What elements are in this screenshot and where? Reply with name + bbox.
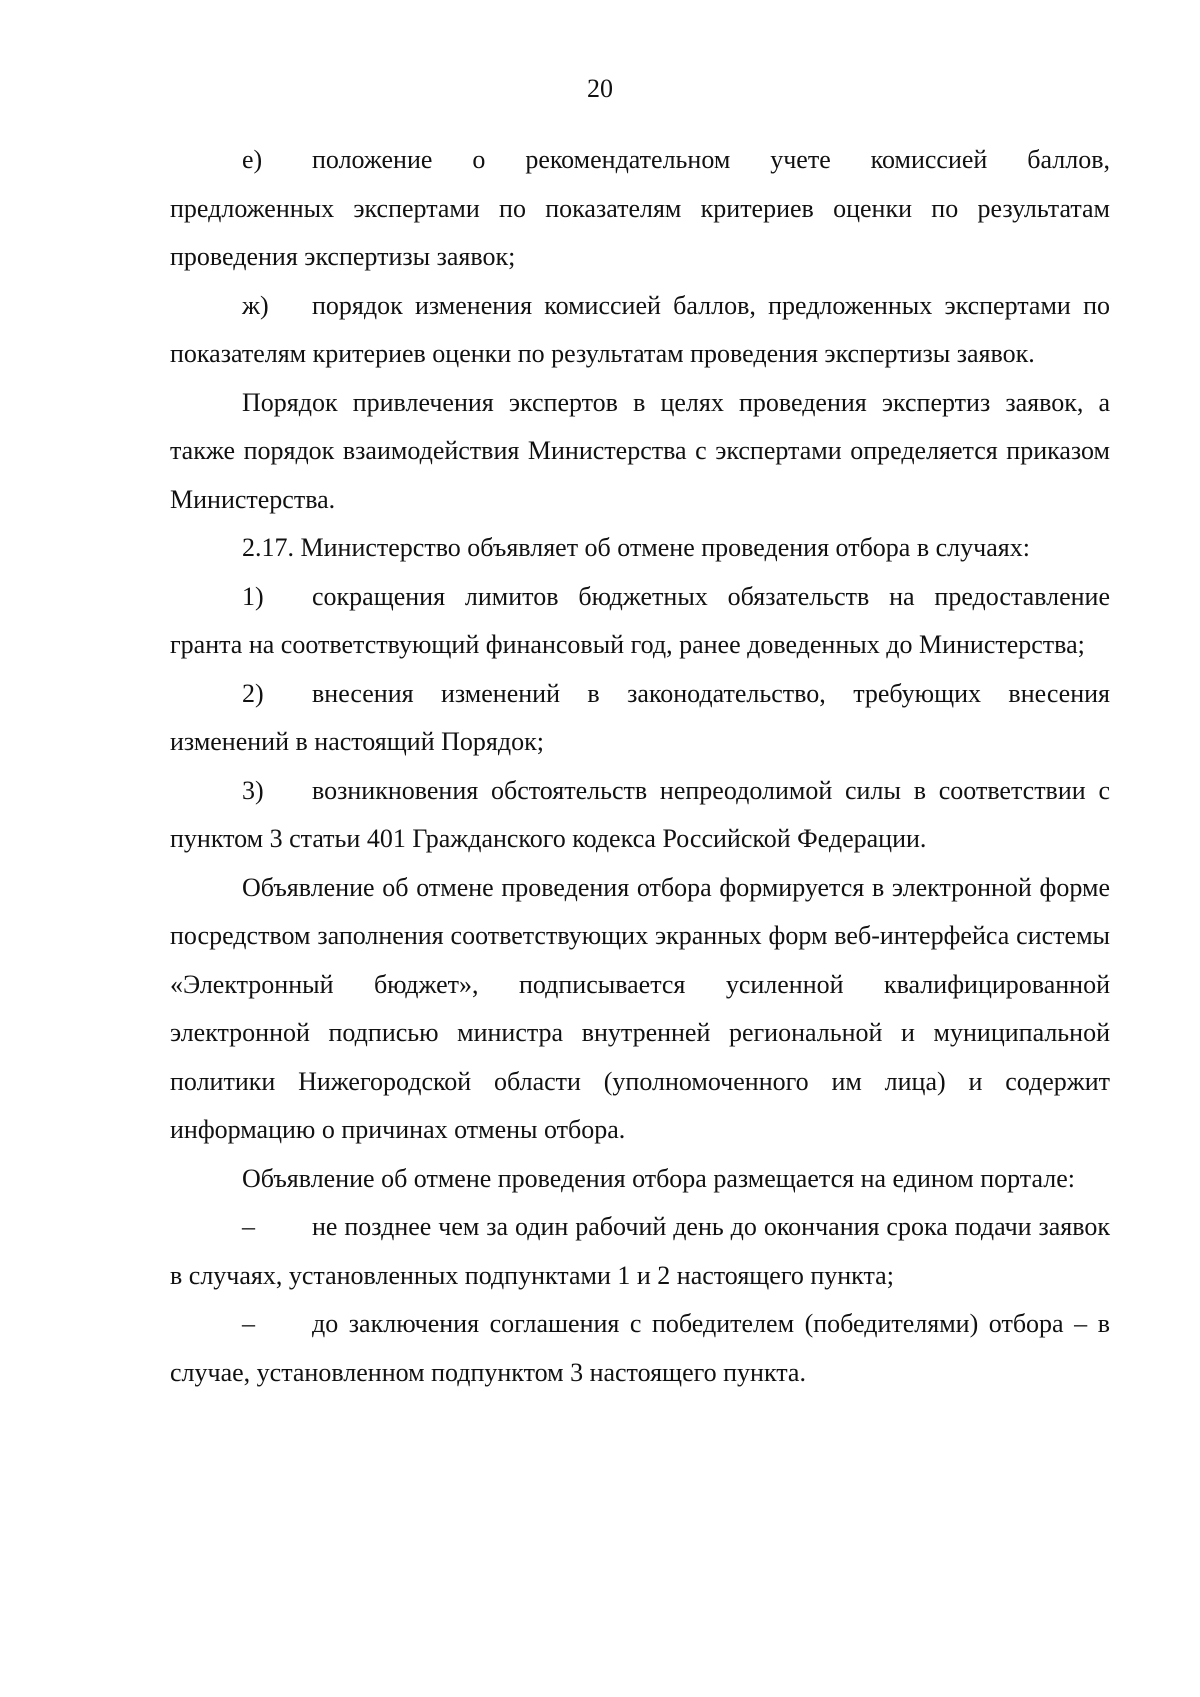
paragraph-2-17: 2.17. Министерство объявляет об отмене проведения отбора в случаях: bbox=[242, 533, 1030, 562]
list-item-zh bbox=[170, 282, 1110, 379]
list-item-text: положение о рекомендательном учете комиссией баллов, предложенных экспертами по показателям критериев оценки по результатам проведения экспертизы заявок; bbox=[170, 145, 1110, 271]
list-marker: – bbox=[242, 1212, 255, 1241]
page-number: 20 bbox=[587, 74, 613, 103]
paragraph-announcement-portal: Объявление об отмене проведения отбора размещается на едином портале: bbox=[242, 1163, 1075, 1193]
list-item-text: возникновения обстоятельств непреодолимой силы в соответствии с пунктом 3 статьи 401 Гражданского кодекса Российской Федерации. bbox=[170, 775, 1110, 853]
list-item-text: порядок изменения комиссией баллов, предложенных экспертами по показателям критериев оценки по результатам проведения экспертизы заявок. bbox=[170, 290, 1110, 368]
list-item-e bbox=[170, 136, 1110, 282]
list-item-3 bbox=[170, 767, 1110, 864]
list-item-text: сокращения лимитов бюджетных обязательств на предоставление гранта на соответствующий финансовый год, ранее доведенных до Министерства; bbox=[170, 581, 1110, 659]
list-item-2 bbox=[170, 670, 1110, 767]
dash-item-1 bbox=[170, 1203, 1110, 1300]
list-item-text: внесения изменений в законодательство, требующих внесения изменений в настоящий Порядок; bbox=[170, 678, 1110, 756]
list-marker: 1) bbox=[242, 581, 264, 611]
list-item-text: не позднее чем за один рабочий день до окончания срока подачи заявок в случаях, установленных подпунктами 1 и 2 настоящего пункта; bbox=[170, 1212, 1110, 1290]
list-marker: е) bbox=[242, 145, 263, 174]
list-marker: ж) bbox=[242, 290, 269, 320]
list-marker: 3) bbox=[242, 775, 264, 805]
dash-item-2 bbox=[170, 1300, 1110, 1397]
document-body bbox=[170, 136, 1110, 1397]
paragraph-experts: Порядок привлечения экспертов в целях проведения экспертиз заявок, а также порядок взаимодействия Министерства с экспертами определяется приказом Министерства. bbox=[170, 387, 1110, 514]
list-item-text: до заключения соглашения с победителем (победителями) отбора – в случае, установленном подпунктом 3 настоящего пункта. bbox=[170, 1309, 1110, 1387]
list-item-1 bbox=[170, 573, 1110, 670]
list-marker: – bbox=[242, 1309, 255, 1338]
list-marker: 2) bbox=[242, 678, 264, 708]
paragraph-announcement-form: Объявление об отмене проведения отбора формируется в электронной форме посредством заполнения соответствующих экранных форм веб-интерфейса системы «Электронный бюджет», подписывается усиленной квалифицированной электронной подписью министра внутренней региональной и муниципальной политики Нижегородской области (уполномоченного им лица) и содержит информацию о причинах отмены отбора. bbox=[170, 872, 1110, 1144]
